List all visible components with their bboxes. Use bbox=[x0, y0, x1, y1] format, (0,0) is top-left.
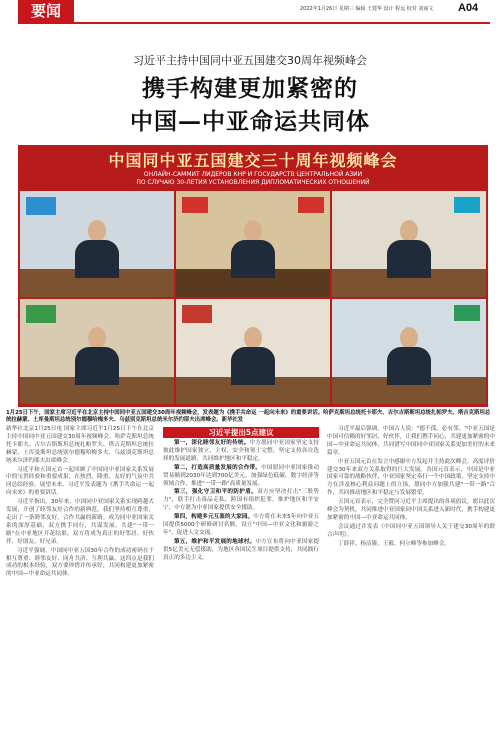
summit-photo bbox=[18, 145, 488, 407]
video-tile bbox=[332, 299, 486, 405]
video-tile bbox=[332, 191, 486, 297]
photo-caption: 1月25日下午，国家主席习近平在北京主持中国同中亚五国建交30周年视频峰会，发表题为《携手共命运 一起向未来》的重要讲话。哈萨克斯坦总统托卡耶夫、吉尔吉斯斯坦总统扎帕罗夫、塔吉克斯坦总统拉赫蒙、土库曼斯坦总统别尔德穆哈梅多夫、乌兹别克斯坦总统米尔济约耶夫出席峰会。新华社发 bbox=[6, 410, 491, 423]
video-conference-grid bbox=[20, 191, 486, 404]
video-tile bbox=[176, 299, 330, 405]
page-number: A04 bbox=[458, 2, 479, 14]
video-tile bbox=[20, 299, 174, 405]
video-tile bbox=[20, 191, 174, 297]
article-kicker: 习近平主持中国同中亚五国建交30周年视频峰会 bbox=[133, 54, 367, 67]
video-tile-host bbox=[176, 191, 330, 297]
proposal-text: 中方将在未来5年向中亚五国提供5000个研修研讨名额，设立"中国—中亚文化和旅游之年"，促进人文交流。 bbox=[163, 514, 319, 536]
article-column-3 bbox=[327, 426, 495, 550]
paragraph: 丁薛祥、杨洁篪、王毅、何立峰等参加峰会。 bbox=[338, 540, 450, 547]
banner-russian-line-2: ПО СЛУЧАЮ 30-ЛЕТИЯ УСТАНОВЛЕНИЯ ДИПЛОМАТИЧЕСКИХ ОТНОШЕНИЙ bbox=[136, 179, 370, 186]
article-column-1 bbox=[6, 426, 154, 580]
proposal-title: 第五，维护和平发展的地球村。 bbox=[174, 538, 256, 545]
banner-russian-line-1: ОНЛАЙН-САММИТ ЛИДЕРОВ КНР И ГОСУДАРСТВ ЦЕНТРАЛЬНОЙ АЗИИ bbox=[143, 171, 363, 178]
proposal-title: 第三，强化守卫和平的防护盾。 bbox=[174, 489, 258, 496]
photo-banner-russian bbox=[18, 171, 488, 187]
proposal-paragraph bbox=[163, 440, 319, 464]
photo-banner-chinese: 中国同中亚五国建交三十周年视频峰会 bbox=[108, 151, 398, 170]
proposal-paragraph bbox=[163, 539, 319, 563]
proposal-paragraph bbox=[163, 489, 319, 513]
headline-line-2: 中国—中亚命运共同体 bbox=[130, 108, 370, 135]
paragraph: 中亚五国元首在发言中感谢中方发起并主持此次峰会，高度评价建交30年来双方关系取得的巨大发展。各国元首表示，中国是中亚国家可靠的战略伙伴，中亚国家坚定奉行一个中国政策，坚定支持中方在涉及核心利益问题上的立场，愿同中方加强共建"一带一路"合作，共同推动地区和平稳定与发展繁荣。 bbox=[327, 458, 495, 497]
section-title-bar: 习近平提出5点建议 bbox=[163, 427, 319, 438]
paragraph: 习近平最后强调，中国古人说："德不孤，必有邻。"中亚五国是中国可信赖的好邻居、好伙伴，让我们携手同心，共建更加紧密的中国—中亚命运共同体，共同谱写中国同中亚国家关系更加美好的未来篇章。 bbox=[327, 426, 495, 456]
issue-meta: 2022年1月26日 星期三 编辑 王建华 设计 程远 校对 刘丽文 bbox=[300, 6, 434, 12]
article-column-2 bbox=[163, 440, 319, 564]
proposal-text: 中方宣布将向中亚国家提供5亿美元无偿援助，为地区各国民生项目提供支持，共同践行真正的多边主义。 bbox=[163, 538, 319, 561]
headline-line-1: 携手构建更加紧密的 bbox=[142, 75, 358, 102]
paragraph: 五国元首表示，完全赞同习近平主席提出的各项倡议，愿以此次峰会为契机，共同推进中亚国家同中国关系进入新时代，携手构建更加紧密的中国—中亚命运共同体。 bbox=[327, 499, 495, 521]
proposal-text: 双方应坚决打击"三股势力"，联手打击毒品走私、跨国有组织犯罪，维护地区和平安宁，中方愿为中亚国家提供安全援助。 bbox=[163, 489, 319, 512]
proposal-text: 中国愿同中亚国家推动贸易额到2030年达到700亿美元，加强绿色低碳、数字经济等领域合作，推进"一带一路"高质量发展。 bbox=[163, 464, 319, 487]
header-rule bbox=[18, 22, 490, 24]
masthead-bar bbox=[0, 0, 500, 22]
proposal-title: 第一，深化睦邻友好的传统。 bbox=[174, 440, 250, 446]
section-badge: 要闻 bbox=[18, 0, 74, 22]
proposal-paragraph bbox=[163, 514, 319, 538]
paragraph: 新华社北京1月25日电 国家主席习近平1月25日下午在北京主持中国同中亚五国建交30周年视频峰会。哈萨克斯坦总统托卡耶夫、吉尔吉斯斯坦总统扎帕罗夫、塔吉克斯坦总统拉赫蒙、土库曼斯坦总统别尔德穆哈梅多夫、乌兹别克斯坦总统米尔济约耶夫出席峰会。 bbox=[6, 426, 154, 464]
proposal-text: 中方愿同中亚国家坚定支持彼此维护国家独立、主权、安全和领土完整，坚定支持各自选择的发展道路，共同维护地区和平稳定。 bbox=[163, 440, 319, 462]
paragraph: 习近平指出，30年来，中国同中亚国家关系实现跨越式发展，开创了睦邻友好合作的新典范。我们坚持相互尊重，走出了一条睦邻友好、合作共赢的新路。成为同中亚国家关系的深厚基础，双方携手同行，共谋发展，共建"一带一路"在中亚地区开花结果，双方将成为真正的好邻居、好伙伴、好朋友、好兄弟。 bbox=[6, 499, 154, 545]
paragraph: 习近平强调，中国同中亚五国30年合作的成功密码在于相互尊重、睦邻友好、同舟共济、互利共赢。这四点是我们成功的根本经验，双方要珍惜并传承好，共同构建更加紧密的中国—中亚命运共同体。 bbox=[6, 547, 154, 578]
proposal-paragraph bbox=[163, 465, 319, 489]
proposal-title: 第二，打造高质量发展的合作带。 bbox=[174, 464, 262, 471]
proposal-title: 第四，构建多元互鉴的大家园。 bbox=[174, 514, 254, 521]
paragraph: 会议通过并发表《中国同中亚五国领导人关于建交30周年的联合声明》。 bbox=[327, 523, 495, 538]
paragraph: 习近平和五国元首一起回顾了中国同中亚国家关系发展中的宝贵经验和重要成果，在热烈、隆重、友好的气氛中共同总结经验、展望未来。习近平发表题为《携手共命运 一起向未来》的重要讲话。 bbox=[6, 466, 154, 497]
